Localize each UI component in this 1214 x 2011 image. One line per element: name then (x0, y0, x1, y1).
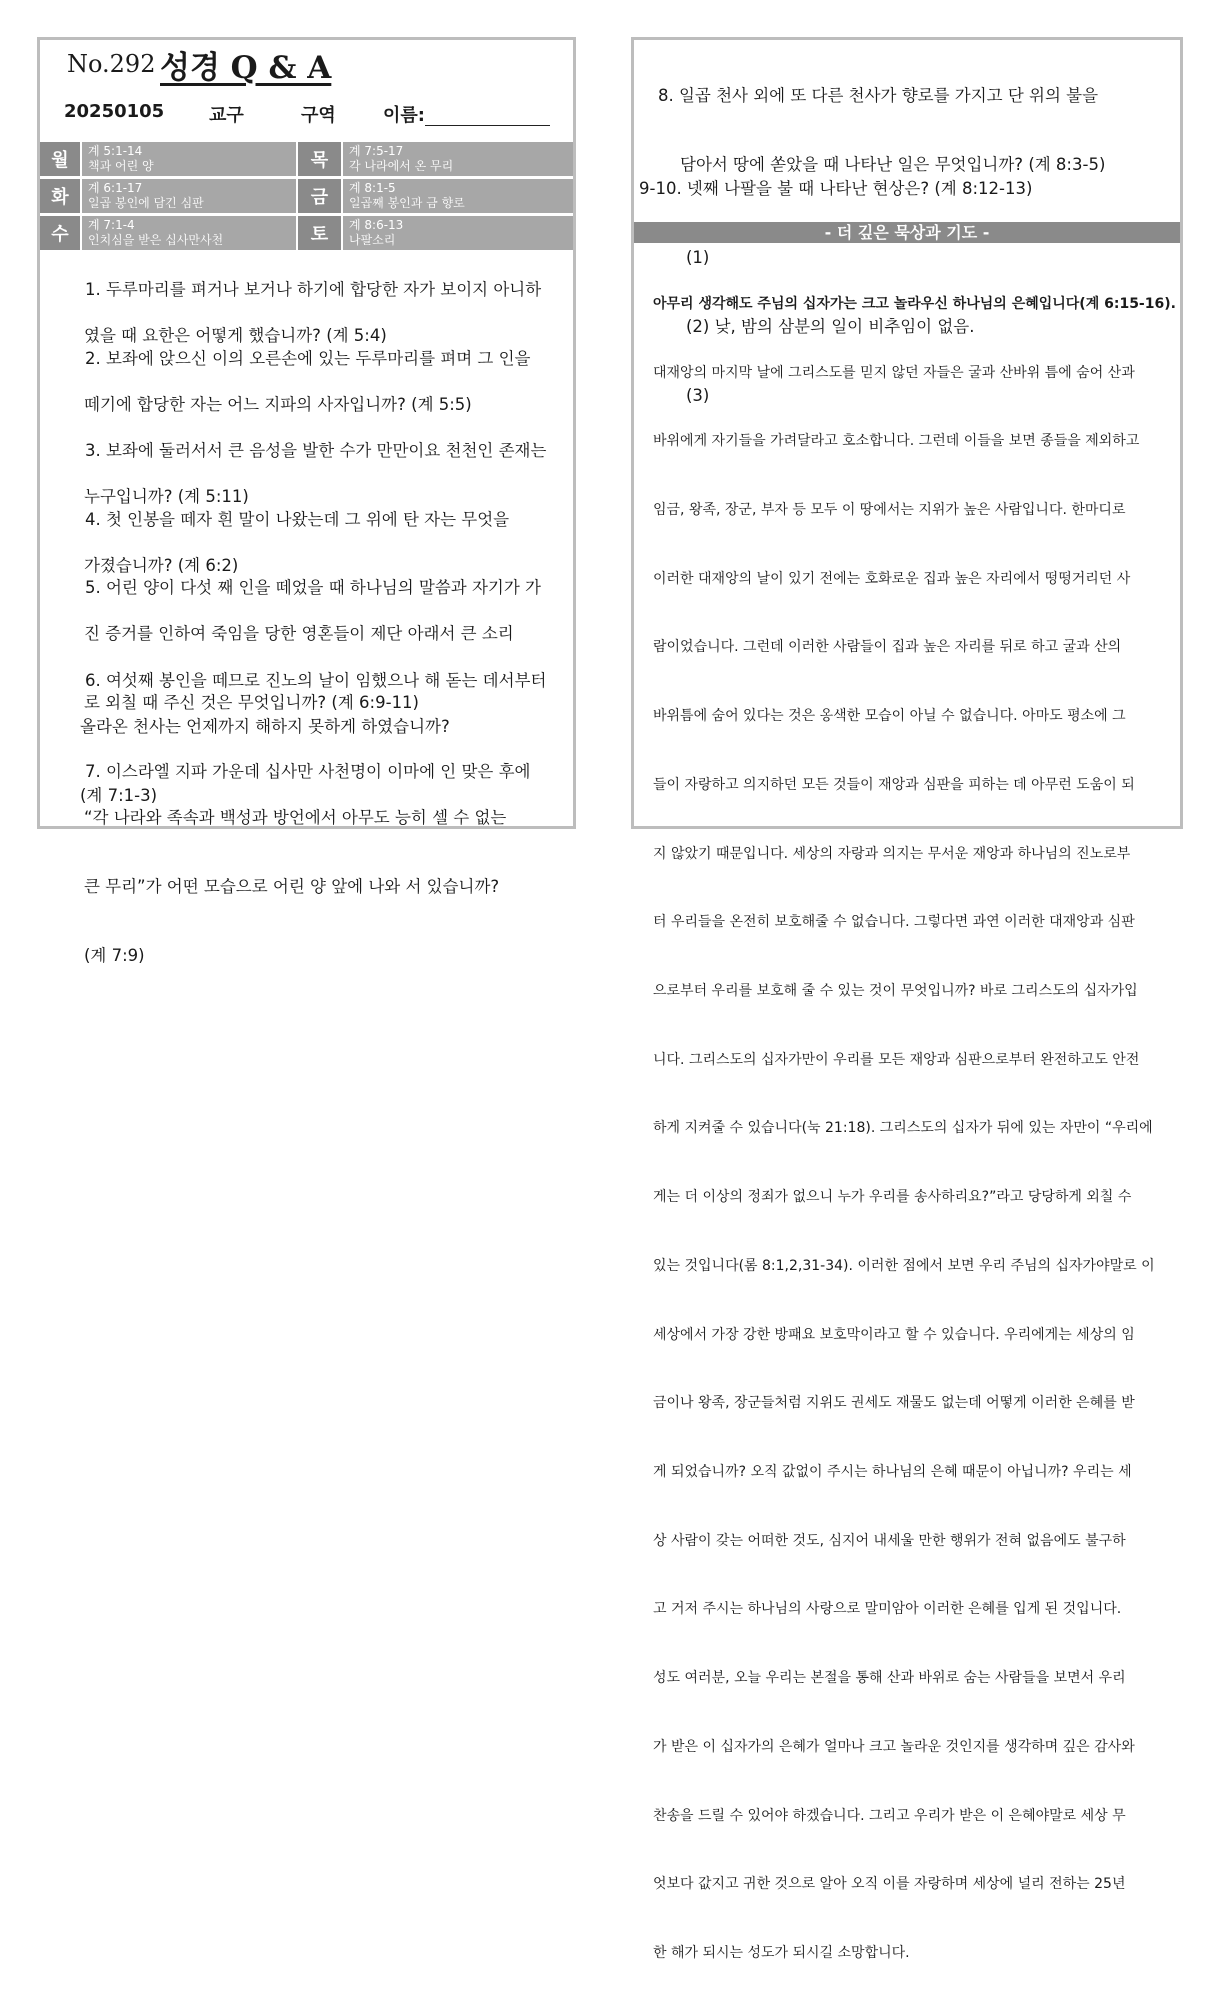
question-line: 였을 때 요한은 어떻게 했습니까? (계 5:4) (84, 326, 387, 345)
question-line: 9-10. 넷째 나팔을 불 때 나타난 현상은? (계 8:12-13) (639, 179, 1033, 198)
question-7 (64, 737, 574, 1013)
schedule-ref: 계 5:1-14 (88, 144, 143, 158)
essay-line: 지 않았기 때문입니다. 세상의 자랑과 의지는 무서운 재앙과 하나님의 진노로부 (653, 845, 1131, 862)
schedule-cell (343, 142, 573, 176)
essay-line: 람이었습니다. 그런데 이러한 사람들이 집과 높은 자리를 뒤로 하고 굴과 산의 (653, 639, 1122, 656)
schedule-topic: 인치심을 받은 십사만사천 (88, 233, 224, 247)
schedule-row (40, 179, 573, 213)
essay-line: 상 사람이 갖는 어떠한 것도, 심지어 내세울 만한 행위가 전혀 없음에도 불구하 (653, 1532, 1126, 1549)
question-line: 8. 일곱 천사 외에 또 다른 천사가 향로를 가지고 단 위의 불을 (658, 86, 1099, 105)
schedule-topic: 각 나라에서 온 무리 (349, 159, 454, 173)
schedule-cell (343, 216, 573, 250)
schedule-ref: 계 7:1-4 (88, 218, 135, 232)
essay-line: 바위에게 자기들을 가려달라고 호소합니다. 그런데 이들을 보면 종들을 제외하고 (653, 433, 1140, 450)
essay-line: 임금, 왕족, 장군, 부자 등 모두 이 땅에서는 지위가 높은 사람입니다. 한마디로 (653, 501, 1126, 518)
essay-line: 세상에서 가장 강한 방패요 보호막이라고 할 수 있습니다. 우리에게는 세상의 임 (653, 1326, 1135, 1343)
schedule-row (40, 216, 573, 250)
section-label: 구역 (301, 105, 336, 126)
essay-line: 이러한 대재앙의 날이 있기 전에는 호화로운 집과 높은 자리에서 떵떵거리던 사 (653, 570, 1131, 587)
issue-number: No.292 (67, 50, 156, 78)
schedule-topic: 일곱 봉인에 담긴 심판 (88, 196, 204, 210)
schedule-cell (343, 179, 573, 213)
question-line: 6. 여섯째 봉인을 떼므로 진노의 날이 임했으나 해 돋는 데서부터 (84, 671, 547, 690)
question-line: 3. 보좌에 둘러서서 큰 음성을 발한 수가 만만이요 천천인 존재는 (84, 441, 547, 460)
schedule-ref: 계 7:5-17 (349, 144, 404, 158)
essay-line: 찬송을 드릴 수 있어야 하겠습니다. 그리고 우리가 받은 이 은혜야말로 세상 무 (653, 1807, 1126, 1824)
essay-line: 대재앙의 마지막 날에 그리스도를 믿지 않던 자들은 굴과 산바위 틈에 숨어 산과 (653, 364, 1135, 381)
district-label: 교구 (209, 105, 244, 126)
question-line: 담아서 땅에 쏟았을 때 나타난 일은 무엇입니까? (계 8:3-5) (680, 155, 1106, 174)
question-line: 2. 보좌에 앉으신 이의 오른손에 있는 두루마리를 펴며 그 인을 (84, 349, 531, 368)
essay-line: 게 되었습니까? 오직 값없이 주시는 하나님의 은혜 때문이 아닙니까? 우리는 세 (653, 1464, 1132, 1481)
schedule-day: 월 (40, 142, 82, 176)
essay-line: 들이 자랑하고 의지하던 모든 것들이 재앙과 심판을 피하는 데 아무런 도움이 되 (653, 776, 1135, 793)
schedule-day: 수 (40, 216, 82, 250)
question-line: 5. 어린 양이 다섯 째 인을 떼었을 때 하나님의 말씀과 자기가 가 (84, 578, 541, 597)
essay-line: 하게 지켜줄 수 있습니다(눅 21:18). 그리스도의 십자가 뒤에 있는 자만이 “우리에 (653, 1120, 1153, 1137)
schedule-cell (82, 216, 298, 250)
essay-line: 금이나 왕족, 장군들처럼 지위도 권세도 재물도 없는데 어떻게 이러한 은혜를 받 (653, 1395, 1135, 1412)
question-line: 7. 이스라엘 지파 가운데 십사만 사천명이 이마에 인 맞은 후에 (84, 762, 531, 781)
question-line: 1. 두루마리를 펴거나 보거나 하기에 합당한 자가 보이지 아니하 (84, 280, 542, 299)
question-line: 가졌습니까? (계 6:2) (84, 556, 239, 575)
question-line: 4. 첫 인봉을 떼자 흰 말이 나왔는데 그 위에 탄 자는 무엇을 (84, 510, 510, 529)
question-line: (계 7:1-3) (80, 786, 158, 805)
answer-line: (1) (686, 248, 710, 267)
date-label: 20250105 (64, 101, 165, 122)
left-worksheet-panel (37, 37, 576, 965)
essay-line: 성도 여러분, 오늘 우리는 본절을 통해 산과 바위로 숨는 사람들을 보면서 우리 (653, 1670, 1126, 1687)
essay-line: 터 우리들을 온전히 보호해줄 수 없습니다. 그렇다면 과연 이러한 대재앙과 심판 (653, 914, 1135, 931)
schedule-ref: 계 6:1-17 (88, 181, 143, 195)
essay-line: 게는 더 이상의 정죄가 없으니 누가 우리를 송사하리요?”라고 당당하게 외칠 수 (653, 1189, 1132, 1206)
schedule-topic: 일곱째 봉인과 금 향로 (349, 196, 465, 210)
essay-line: 한 해가 되시는 성도가 되시길 소망합니다. (653, 1945, 910, 1962)
question-line: “각 나라와 족속과 백성과 방언에서 아무도 능히 셀 수 없는 (84, 808, 507, 827)
schedule-topic: 나팔소리 (349, 233, 396, 247)
schedule-row (40, 142, 573, 176)
name-label: 이름: (383, 105, 425, 126)
name-blank-line (425, 125, 550, 126)
question-line: 떼기에 합당한 자는 어느 지파의 사자입니까? (계 5:5) (84, 395, 472, 414)
answer-line: (2) 낮, 밤의 삼분의 일이 비추임이 없음. (686, 317, 975, 336)
schedule-day: 금 (298, 179, 343, 213)
right-worksheet-panel (631, 37, 1183, 1962)
essay-line: 고 거저 주시는 하나님의 사랑으로 말미암아 이러한 은혜를 입게 된 것입니다. (653, 1601, 1122, 1618)
answer-line: (3) (686, 386, 710, 405)
essay-line: 엇보다 값지고 귀한 것으로 알아 오직 이를 자랑하며 세상에 널리 전하는 25년 (653, 1876, 1126, 1893)
schedule-cell (82, 179, 298, 213)
meditation-essay (653, 247, 1175, 2011)
essay-line: 가 받은 이 십자가의 은혜가 얼마나 크고 놀라운 것인지를 생각하며 깊은 감사와 (653, 1738, 1135, 1755)
question-line: (계 7:9) (84, 946, 145, 965)
essay-line: 니다. 그리스도의 십자가만이 우리를 모든 재앙과 심판으로부터 완전하고도 안전 (653, 1051, 1140, 1068)
question-line: 진 증거를 인하여 죽임을 당한 영혼들이 제단 아래서 큰 소리 (84, 624, 514, 643)
schedule-day: 목 (298, 142, 343, 176)
question-line: 누구입니까? (계 5:11) (84, 487, 249, 506)
essay-lead: 아무리 생각해도 주님의 십자가는 크고 놀라우신 하나님의 은혜입니다(계 6:15-16). (653, 295, 1176, 312)
question-line: 올라온 천사는 언제까지 해하지 못하게 하였습니까? (80, 717, 450, 736)
schedule-topic: 책과 어린 양 (88, 159, 154, 173)
schedule-day: 화 (40, 179, 82, 213)
question-line: 큰 무리”가 어떤 모습으로 어린 양 앞에 나와 서 있습니까? (84, 877, 500, 896)
essay-line: 있는 것입니다(롬 8:1,2,31-34). 이러한 점에서 보면 우리 주님의 십자가야말로 이 (653, 1257, 1155, 1274)
schedule-day: 토 (298, 216, 343, 250)
question-line: 로 외칠 때 주신 것은 무엇입니까? (계 6:9-11) (84, 693, 419, 712)
worksheet-title: 성경 Q & A (160, 50, 332, 86)
essay-line: 바위틈에 숨어 있다는 것은 옹색한 모습이 아닐 수 없습니다. 아마도 평소에 그 (653, 708, 1126, 725)
meditation-section-title: - 더 깊은 묵상과 기도 - (634, 222, 1180, 243)
schedule-ref: 계 8:1-5 (349, 181, 396, 195)
essay-line: 으로부터 우리를 보호해 줄 수 있는 것이 무엇입니까? 바로 그리스도의 십자가입 (653, 983, 1138, 999)
schedule-cell (82, 142, 298, 176)
schedule-ref: 계 8:6-13 (349, 218, 404, 232)
